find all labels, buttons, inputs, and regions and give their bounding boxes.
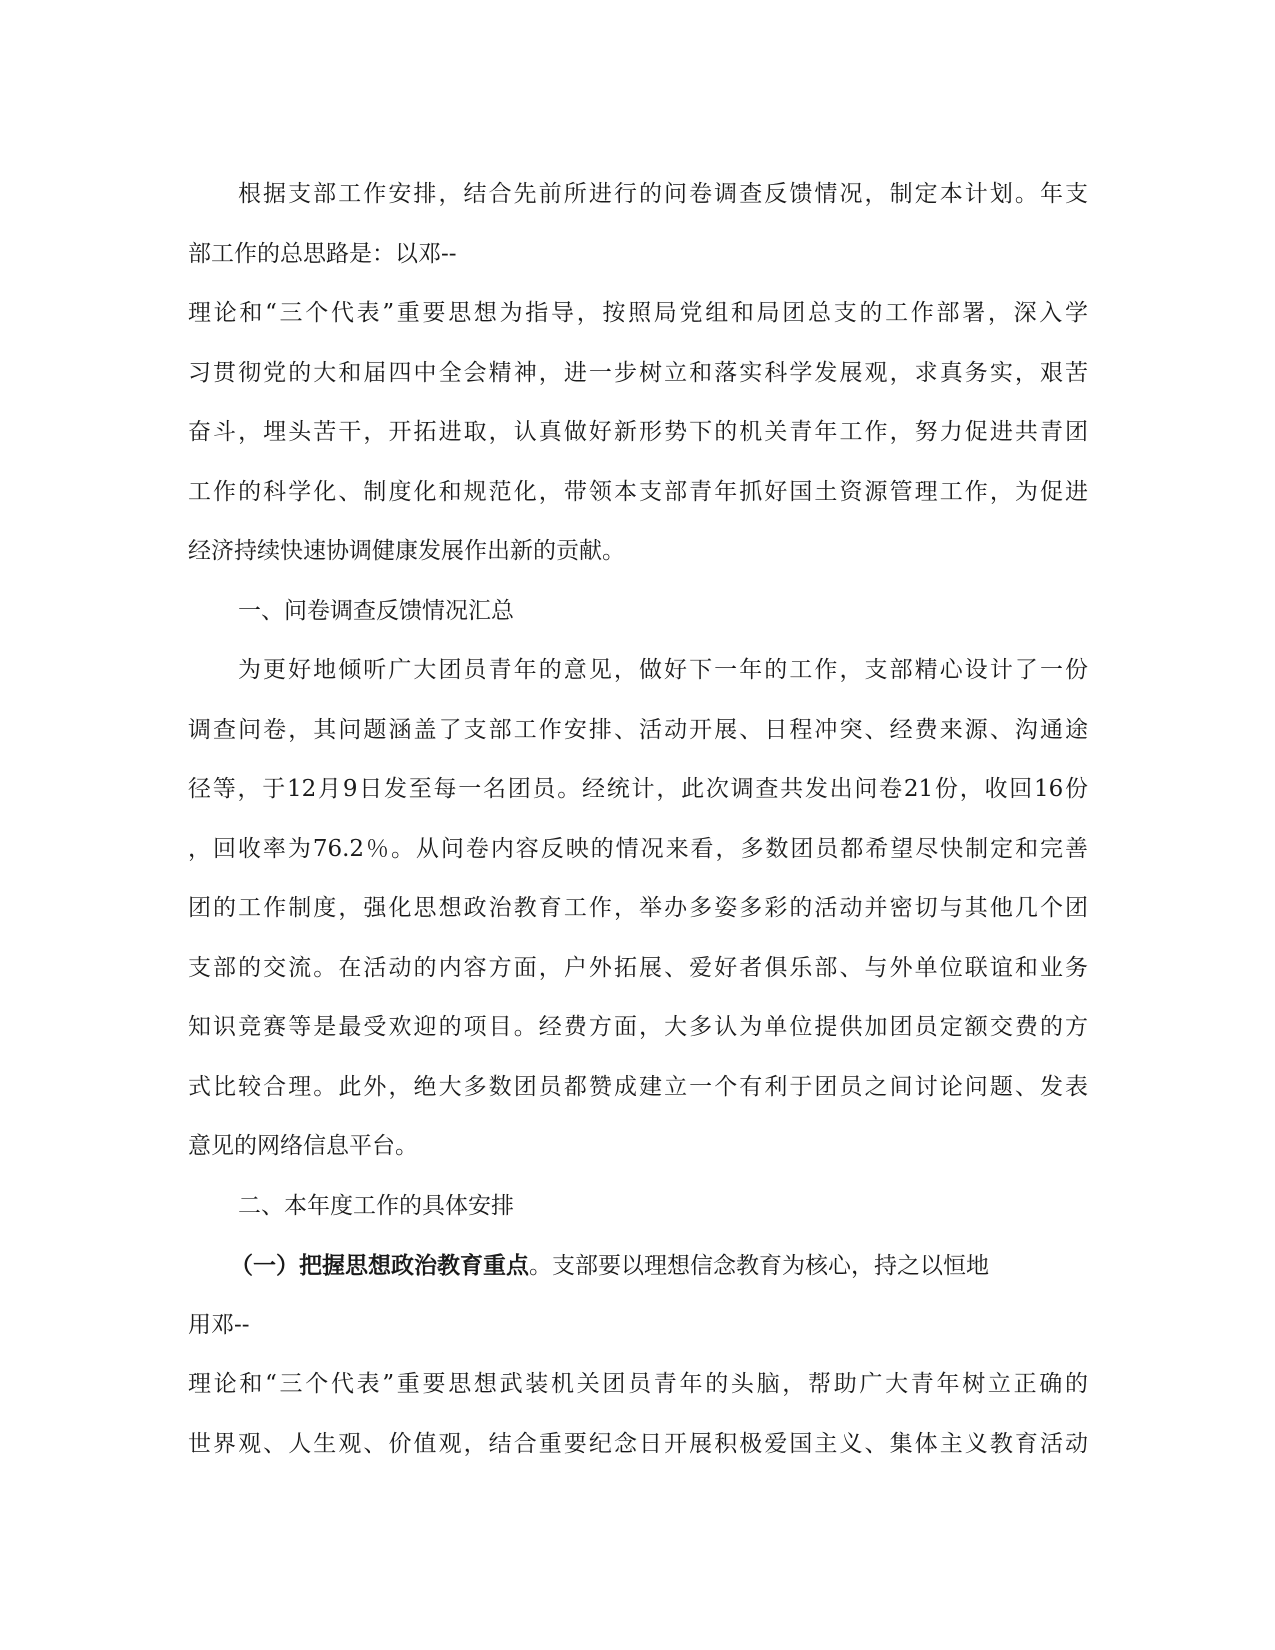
paragraph-1-line-3: 理论和“三个代表”重要思想为指导，按照局党组和局团总支的工作部署，深入学 (188, 300, 1088, 326)
paragraph-1-line-2: 部工作的总思路是：以邓-- (188, 240, 457, 267)
paragraph-1-line-5: 奋斗，埋头苦干，开拓进取，认真做好新形势下的机关青年工作，努力促进共青团 (188, 419, 1088, 445)
paragraph-1-line-7: 经济持续快速协调健康发展作出新的贡献。 (188, 538, 625, 564)
paragraph-2-line-8: 式比较合理。此外，绝大多数团员都赞成建立一个有利于团员之间讨论问题、发表 (188, 1073, 1088, 1100)
paragraph-2-line-7: 知识竞赛等是最受欢迎的项目。经费方面，大多认为单位提供加团员定额交费的方 (188, 1014, 1088, 1040)
paragraph-3-line-3: 理论和“三个代表”重要思想武装机关团员青年的头脑，帮助广大青年树立正确的 (188, 1371, 1088, 1397)
paragraph-2-line-3: 径等，于12月9日发至每一名团员。经统计，此次调查共发出问卷21份，收回16份 (188, 776, 1088, 802)
subsection-heading-1: （一）把握思想政治教育重点 (230, 1252, 529, 1279)
paragraph-2-line-1: 为更好地倾听广大团员青年的意见，做好下一年的工作，支部精心设计了一份 (238, 657, 1088, 683)
paragraph-1-line-6: 工作的科学化、制度化和规范化，带领本支部青年抓好国土资源管理工作，为促进 (188, 478, 1088, 505)
section-heading-2: 二、本年度工作的具体安排 (238, 1192, 514, 1219)
paragraph-3-line-4: 世界观、人生观、价值观，结合重要纪念日开展积极爱国主义、集体主义教育活动 (188, 1430, 1088, 1457)
paragraph-1-line-1: 根据支部工作安排，结合先前所进行的问卷调查反馈情况，制定本计划。年支 (238, 181, 1088, 207)
paragraph-3-line-1-text: 。支部要以理想信念教育为核心，持之以恒地 (529, 1253, 989, 1279)
paragraph-2-line-5: 团的工作制度，强化思想政治教育工作，举办多姿多彩的活动并密切与其他几个团 (188, 895, 1088, 921)
paragraph-3-line-2: 用邓-- (188, 1311, 250, 1338)
paragraph-2-line-2: 调查问卷，其问题涵盖了支部工作安排、活动开展、日程冲突、经费来源、沟通途 (188, 716, 1088, 743)
paragraph-2-line-6: 支部的交流。在活动的内容方面，户外拓展、爱好者俱乐部、与外单位联谊和业务 (188, 954, 1088, 981)
paragraph-2-line-4: ，回收率为76.2％。从问卷内容反映的情况来看，多数团员都希望尽快制定和完善 (188, 835, 1088, 862)
section-heading-1: 一、问卷调查反馈情况汇总 (238, 597, 514, 624)
paragraph-1-line-4: 习贯彻党的大和届四中全会精神，进一步树立和落实科学发展观，求真务实，艰苦 (188, 359, 1088, 386)
paragraph-2-line-9: 意见的网络信息平台。 (188, 1133, 418, 1159)
document-body (188, 165, 1088, 1474)
paragraph-3-line-1 (188, 1236, 1088, 1296)
